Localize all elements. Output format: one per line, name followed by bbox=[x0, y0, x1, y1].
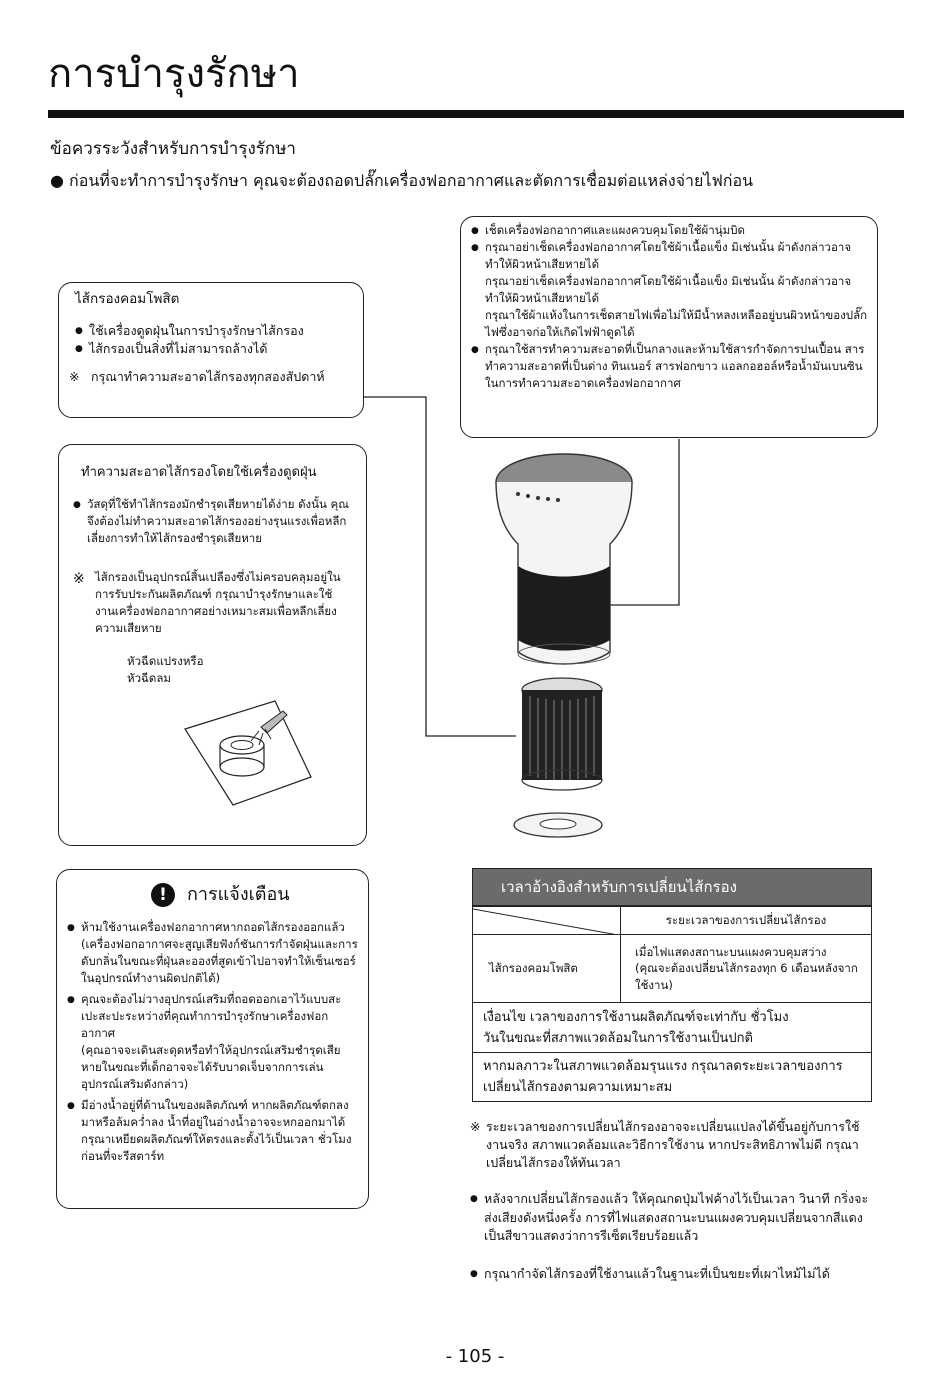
timing-note bbox=[470, 1118, 880, 1172]
cleaning-instructions-box bbox=[460, 216, 878, 438]
table-corner-cell bbox=[473, 907, 621, 935]
filter-box-heading: ไส้กรองคอมโพสิต bbox=[75, 291, 180, 307]
table-row-value: เมื่อไฟแสดงสถานะบนแผงควบคุมสว่าง (คุณจะต้องเปลี่ยนไส้กรองทุก 6 เดือนหลังจากใช้งาน) bbox=[621, 935, 872, 1003]
vacuum-filter-illustration bbox=[179, 697, 319, 812]
filter-note-text: กรุณาทำความสะอาดไส้กรองทุกสองสัปดาห์ bbox=[91, 368, 325, 384]
vacuum-cleaning-box bbox=[58, 444, 367, 846]
vacuum-note bbox=[73, 569, 352, 637]
purifier-filter-band bbox=[518, 566, 610, 651]
notes-section bbox=[470, 1118, 880, 1283]
reset-note: ● หลังจากเปลี่ยนไส้กรองแล้ว ให้คุณกดปุ่มไฟค้างไว้เป็นเวลา วินาที กริ่งจะส่งเสียงดังหนึ่งครั้ง การที่ไฟแสดงสถานะบนแผงควบคุมเปลี่ยนจากสีแดงเป็นสีขาวแสดงว่าการรีเซ็ตเรียบร้อยแล้ว bbox=[470, 1190, 880, 1244]
table-col-header: ระยะเวลาของการเปลี่ยนไส้กรอง bbox=[621, 907, 872, 935]
warning-item: ● คุณจะต้องไม่วางอุปกรณ์เสริมที่ถอดออกเอาไว้แบบสะเปะสะปะระหว่างที่คุณทำการบำรุงรักษาเครื่องฟอกอากาศ (คุณอาจจะเดินสะดุดหรือทำให้อุปกรณ์เสริมชำรุดเสียหายในขณะที่เด็กอาจจะได้รับบาดเจ็บจากการเล่นอุปกรณ์เสริมดังกล่าว) bbox=[67, 991, 358, 1093]
warning-item: ● ห้ามใช้งานเครื่องฟอกอากาศหากถอดไส้กรองออกแล้ว (เครื่องฟอกอากาศจะสูญเสียฟังก์ชันการกำจัดฝุ่นและการดับกลิ่นในขณะที่ฝุ่นละอองที่สูดเข้าไปอาจทำให้เซ็นเซอร์ในอุปกรณ์ทำงานผิดปกติได้) bbox=[67, 919, 358, 987]
filter-item: ● ไส้กรองเป็นสิ่งที่ไม่สามารถล้างได้ bbox=[75, 340, 353, 358]
table-condition-2: หากมลภาวะในสภาพแวดล้อมรุนแรง กรุณาลดระยะเวลาของการเปลี่ยนไส้กรองตามความเหมาะสม bbox=[472, 1053, 872, 1102]
precaution-note: ● ก่อนที่จะทำการบำรุงรักษา คุณจะต้องถอดปลั๊กเครื่องฟอกอากาศและตัดการเชื่อมต่อแหล่งจ่ายไฟก่อน bbox=[50, 171, 753, 190]
replacement-reference-table bbox=[472, 868, 872, 1102]
page-number: - 105 - bbox=[445, 1346, 505, 1367]
note-mark: ※ bbox=[69, 368, 80, 384]
page-title: การบำรุงรักษา bbox=[48, 51, 300, 97]
warning-box bbox=[56, 869, 369, 1209]
vacuum-note-text: ไส้กรองเป็นอุปกรณ์สิ้นเปลืองซึ่งไม่ครอบคลุมอยู่ในการรับประกันผลิตภัณฑ์ กรุณาบำรุงรักษาและใช้งานเครื่องฟอกอากาศอย่างเหมาะสมเพื่อหลีกเลี่ยงความเสียหาย bbox=[95, 570, 341, 636]
reference-table-grid bbox=[472, 906, 872, 1003]
warning-icon: ! bbox=[151, 883, 175, 907]
cleaning-item: ● เช็ดเครื่องฟอกอากาศและแผงควบคุมโดยใช้ผ้านุ่มบิด bbox=[471, 222, 871, 239]
note-mark: ※ bbox=[470, 1119, 481, 1134]
vacuum-box-heading: ทำความสะอาดไส้กรองโดยใช้เครื่องดูดฝุ่น bbox=[81, 465, 317, 480]
warning-heading: การแจ้งเตือน bbox=[187, 884, 290, 905]
note-mark: ※ bbox=[73, 571, 85, 588]
table-title: เวลาอ้างอิงสำหรับการเปลี่ยนไส้กรอง bbox=[472, 868, 872, 906]
timing-note-text: ระยะเวลาของการเปลี่ยนไส้กรองอาจจะเปลี่ยนแปลงได้ขึ้นอยู่กับการใช้งานจริง สภาพแวดล้อมและวิธีการใช้งาน หากประสิทธิภาพไม่ดี กรุณาเปลี่ยนไส้กรองให้ทันเวลา bbox=[486, 1119, 860, 1171]
section-subtitle: ข้อควรระวังสำหรับการบำรุงรักษา bbox=[50, 139, 296, 159]
table-condition-1: เงื่อนไข เวลาของการใช้งานผลิตภัณฑ์จะเท่ากับ ชั่วโมง วันในขณะที่สภาพแวดล้อมในการใช้งานเป็นปกติ bbox=[472, 1003, 872, 1053]
nozzle-label-line-1: หัวฉีดแปรงหรือ bbox=[127, 654, 204, 669]
warning-item: ● มีอ่างน้ำอยู่ที่ด้านในของผลิตภัณฑ์ หากผลิตภัณฑ์ตกลงมาหรือล้มคว่ำลง น้ำที่อยู่ในอ่างน้ำอาจจะหกออกมาได้ กรุณาเหยียดผลิตภัณฑ์ให้ตรงและตั้งไว้เป็นเวลา ชั่วโมงก่อนที่จะรีสตาร์ท bbox=[67, 1097, 358, 1165]
filter-item: ● ใช้เครื่องดูดฝุ่นในการบำรุงรักษาไส้กรอง bbox=[75, 322, 353, 340]
nozzle-label-line-2: หัวฉีดลม bbox=[127, 671, 171, 686]
table-row-label: ไส้กรองคอมโพสิต bbox=[473, 935, 621, 1003]
cleaning-item: ● กรุณาอย่าเช็ดเครื่องฟอกอากาศโดยใช้ผ้าเนื้อแข็ง มิเช่นนั้น ผ้าดังกล่าวอาจทำให้ผิวหน้าเสียหายได้ กรุณาอย่าเช็ดเครื่องฟอกอากาศโดยใช้ผ้าเนื้อแข็ง มิเช่นนั้น ผ้าดังกล่าวอาจทำให้ผิวหน้าเสียหายได้ กรุณาใช้ผ้าแห้งในการเช็ดสายไฟเพื่อไม่ให้มีน้ำหลงเหลืออยู่บนผิวหน้าของปลั๊กไฟซึ่งอาจก่อให้เกิดไฟฟ้าดูดได้ bbox=[471, 239, 871, 341]
vacuum-item: ● วัสดุที่ใช้ทำไส้กรองมักชำรุดเสียหายได้ง่าย ดังนั้น คุณจึงต้องไม่ทำความสะอาดไส้กรองอย่างรุนแรงเพื่อหลีกเลี่ยงการทำให้ไส้กรองชำรุดเสียหาย bbox=[73, 496, 352, 547]
filter-note bbox=[69, 368, 353, 386]
composite-filter-box bbox=[58, 282, 364, 418]
warning-header bbox=[151, 882, 358, 909]
nozzle-label bbox=[127, 653, 352, 687]
cleaning-item: ● กรุณาใช้สารทำความสะอาดที่เป็นกลางและห้ามใช้สารกำจัดการปนเปื้อน สารทำความสะอาดที่เป็นด่าง ทินเนอร์ สารฟอกขาว แอลกอฮอล์หรือน้ำมันเบนซินในการทำความสะอาดเครื่องฟอกอากาศ bbox=[471, 341, 871, 392]
dispose-note: ● กรุณากำจัดไส้กรองที่ใช้งานแล้วในฐานะที่เป็นขยะที่เผาไหม้ไม่ได้ bbox=[470, 1265, 880, 1283]
air-purifier-illustration bbox=[480, 440, 660, 840]
